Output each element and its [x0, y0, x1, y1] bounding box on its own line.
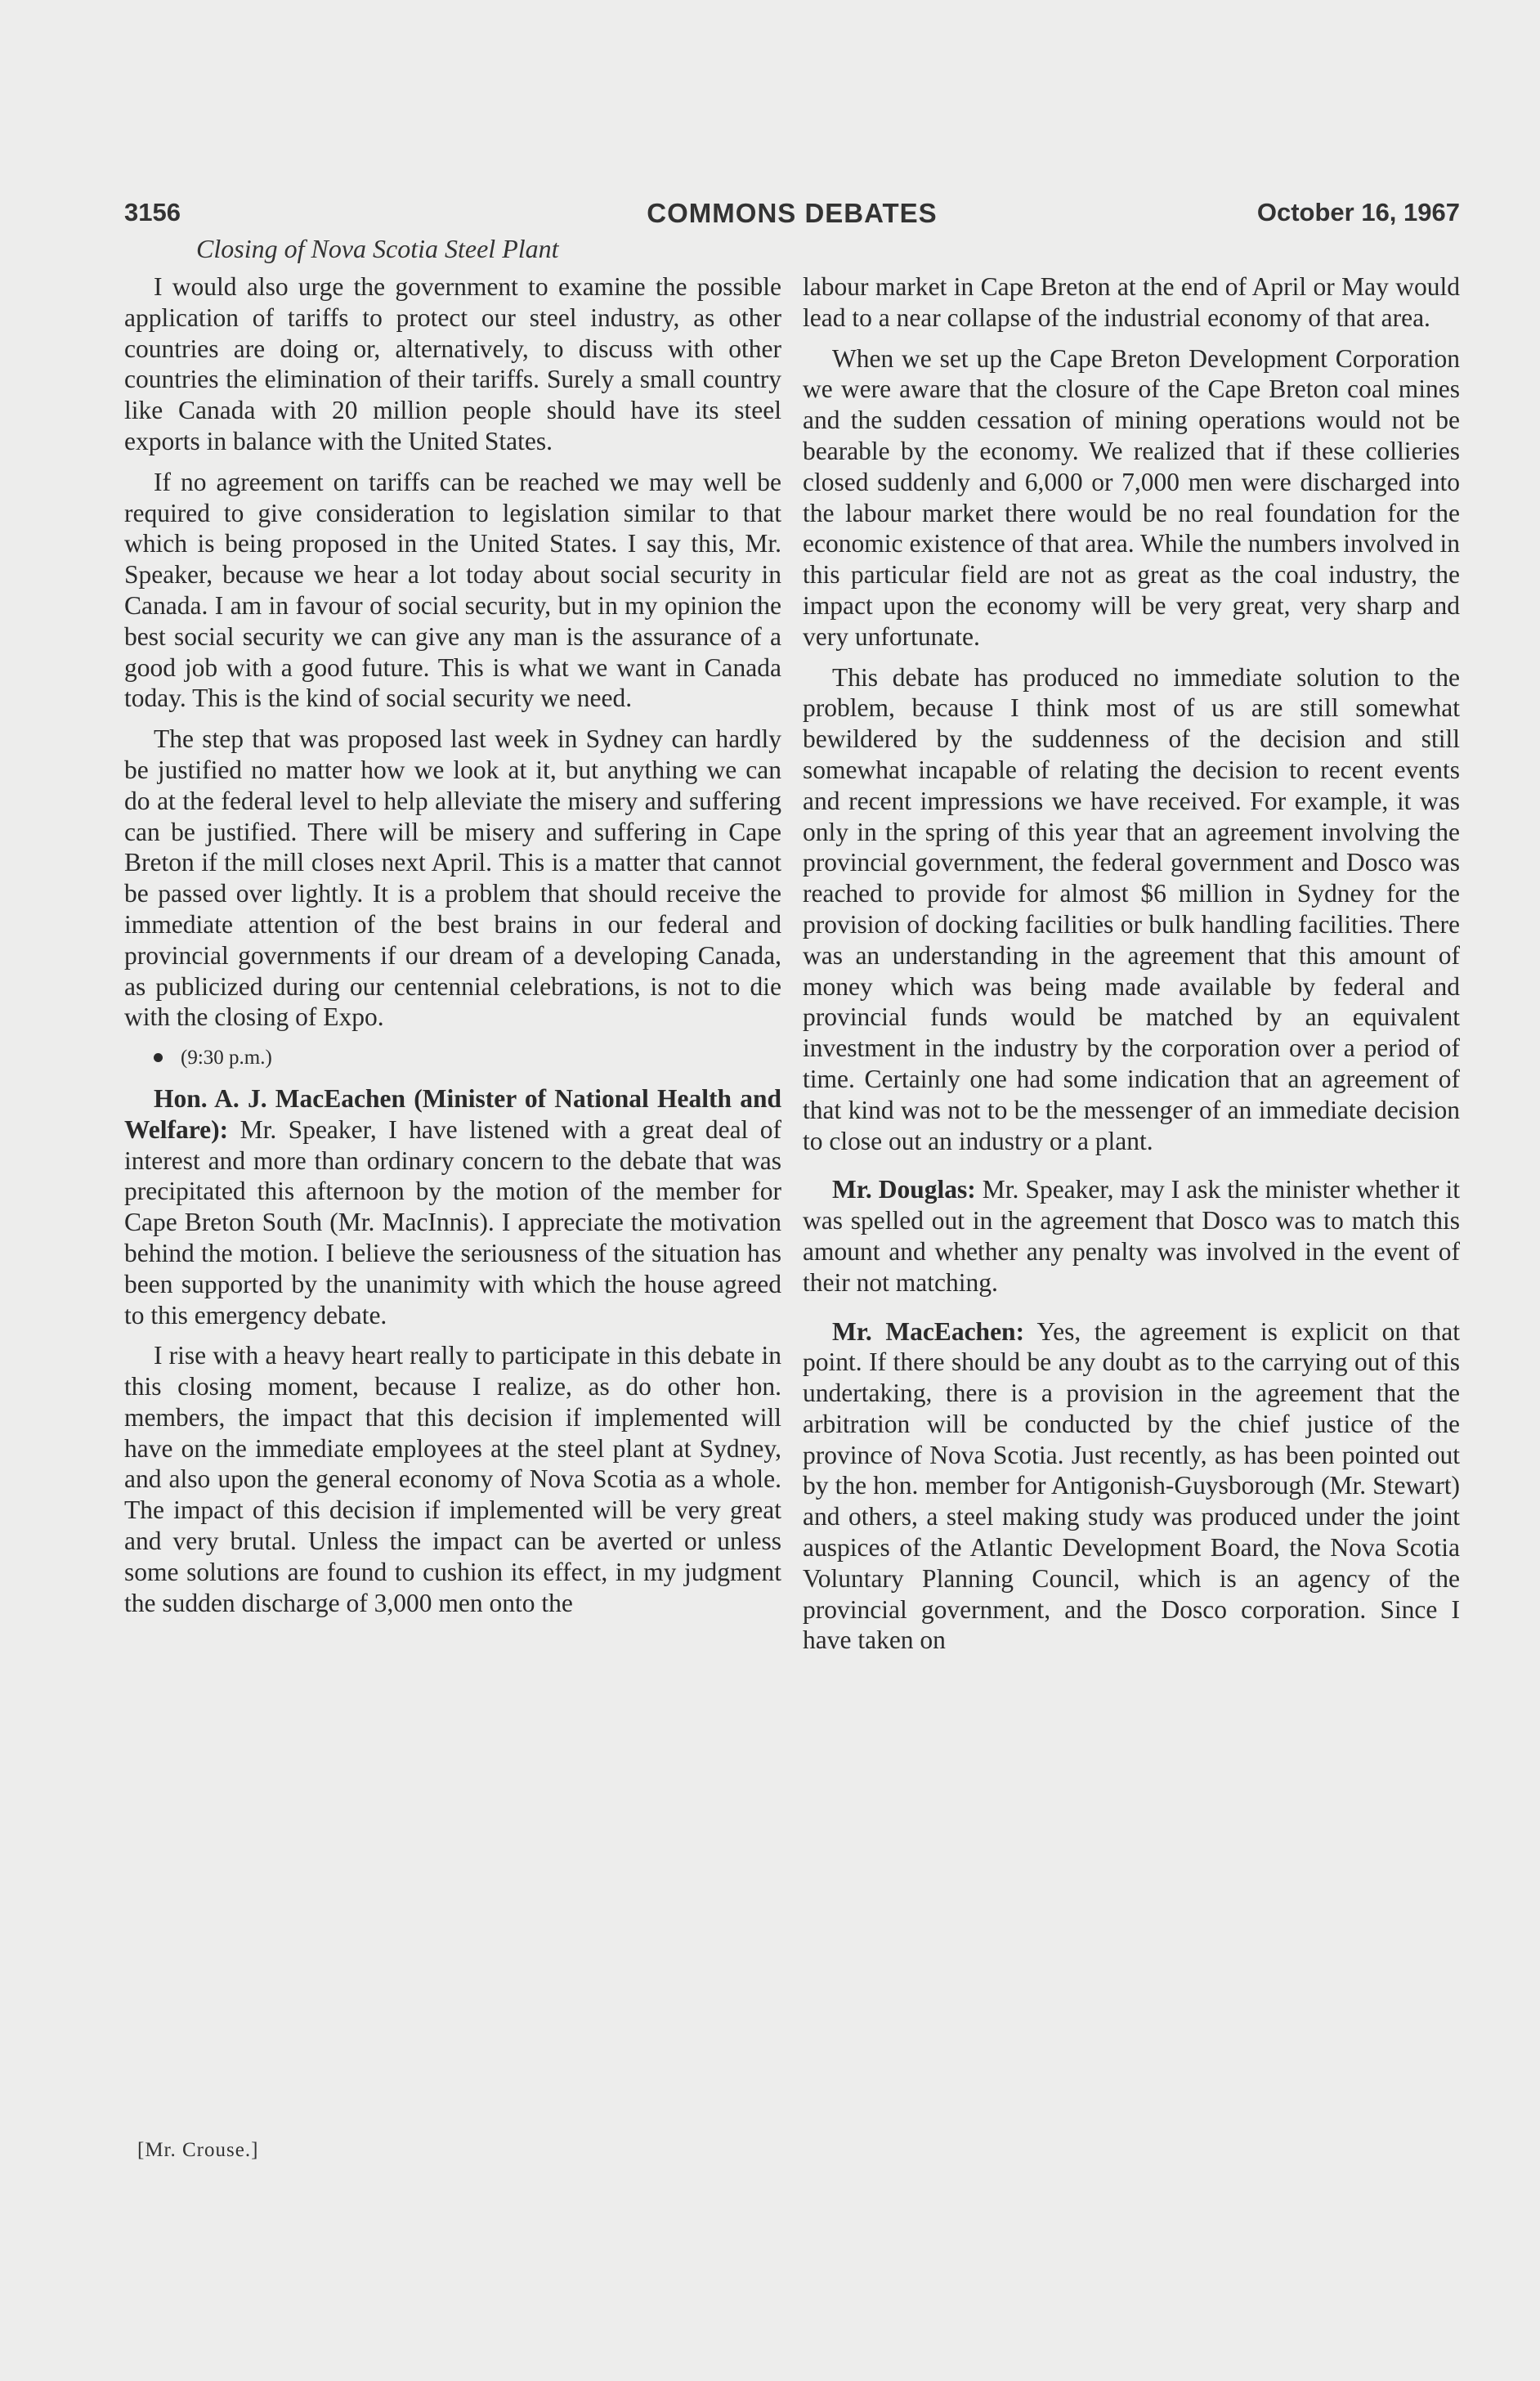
paragraph: I rise with a heavy heart really to participate in this debate in this closing moment, because I realize, as do other hon. members, the impact that this decision if implemented will have on the immediate employees at the steel plant at Sydney, and also upon the general economy of Nova Scotia as a whole. The impact of this decision if implemented will be very great and very brutal. Unless the impact can be averted or unless some solutions are found to cushion its effect, in my judgment the sudden discharge of 3,000 men onto the	[124, 1341, 781, 1617]
speech-text: Yes, the agreement is explicit on that point. If there should be any doubt as to the carrying out of this undertaking, there is a provision in the agreement that the arbitration will be conducted by the chief justice of the province of Nova Scotia. Just recently, as has been pointed out by the hon. member for Antigonish-Guysborough (Mr. Stewart) and others, a steel making study was produced under the joint auspices of the Atlantic Development Board, the Nova Scotia Voluntary Planning Council, which is an agency of the provincial government, and the Dosco corporation. Since I have taken on	[803, 1316, 1460, 1655]
speech-paragraph	[803, 1174, 1460, 1298]
paragraph: When we set up the Cape Breton Development Corporation we were aware that the closure of the Cape Breton coal mines and the sudden cessation of mining operations would not be bearable by the economy. We realized that if these collieries closed suddenly and 6,000 or 7,000 men were discharged into the labour market there would be no real foundation for the economic existence of that area. While the numbers involved in this particular field are not as great as the coal industry, the impact upon the economy will be very great, very sharp and very unfortunate.	[803, 343, 1460, 651]
paragraph: I would also urge the government to examine the possible application of tariffs to protect our steel industry, as other countries are doing or, alternatively, to discuss with other countries the elimination of their tariffs. Surely a small country like Canada with 20 million people should have its steel exports in balance with the United States.	[124, 272, 781, 455]
left-column	[124, 271, 781, 1628]
paragraph: The step that was proposed last week in Sydney can hardly be justified no matter how we look at it, but anything we can do at the federal level to help alleviate the misery and suffering can be justified. There will be misery and suffering in Cape Breton if the mill closes next April. This is a matter that cannot be passed over lightly. It is a problem that should receive the immediate attention of the best brains in our federal and provincial governments if our dream of a developing Canada, as publicized during our centennial celebrations, is not to die with the closing of Expo.	[124, 724, 781, 1032]
paragraph: This debate has produced no immediate solution to the problem, because I think most of us are still somewhat bewildered by the suddenness of the decision and still somewhat incapable of relating the decision to recent events and recent impressions we have received. For example, it was only in the spring of this year that an agreement involving the provincial government, the federal government and Dosco was reached to provide for almost $6 million in Sydney for the provision of docking facilities or bulk handling facilities. There was an understanding in the agreement that this amount of money which was being made available by federal and provincial funds would be matched by an equivalent investment in the industry by the corporation over a period of time. Certainly one had some indication that an agreement of that kind was not to be the messenger of an immediate decision to close out an industry or a plant.	[803, 662, 1460, 1155]
speech-text: Mr. Speaker, I have listened with a great deal of interest and more than ordinary concern to the debate that was precipitated this afternoon by the motion of the member for Cape Breton South (Mr. MacInnis). I appreciate the motivation behind the motion. I believe the seriousness of the situation has been supported by the unanimity with which the house agreed to this emergency debate.	[124, 1114, 781, 1330]
bullet-icon	[154, 1053, 163, 1062]
speaker-name: Mr. Douglas:	[832, 1175, 976, 1204]
time-stamp	[124, 1043, 781, 1074]
paragraph: If no agreement on tariffs can be reached we may well be required to give consideration to legislation similar to that which is being proposed in the United States. I say this, Mr. Speaker, because we hear a lot today about social security in Canada. I am in favour of social security, but in my opinion the best social security we can give any man is the assurance of a good job with a good future. This is what we want in Canada today. This is the kind of social security we need.	[124, 467, 781, 713]
publication-title: COMMONS DEBATES	[647, 198, 938, 228]
page-number: 3156	[124, 198, 181, 226]
speaker-name: Mr. MacEachen:	[832, 1316, 1025, 1346]
speech-text: Mr. Speaker, may I ask the minister whether it was spelled out in the agreement that Dosco was to match this amount and whether any penalty was involved in the event of their not matching.	[803, 1175, 1461, 1297]
time-stamp-text: (9:30 p.m.)	[181, 1047, 272, 1069]
footer-speaker-note: [Mr. Crouse.]	[137, 2139, 259, 2161]
page-date: October 16, 1967	[1256, 198, 1460, 226]
right-column	[803, 271, 1460, 1666]
page-header	[124, 195, 1460, 235]
speech-paragraph	[803, 1316, 1460, 1657]
running-title: Closing of Nova Scotia Steel Plant	[196, 234, 559, 263]
speech-paragraph	[124, 1083, 781, 1330]
paragraph: labour market in Cape Breton at the end of April or May would lead to a near collapse of the industrial economy of that area.	[803, 272, 1460, 332]
speaker-name: Hon. A. J. MacEachen (Minister of National Health and Welfare):	[124, 1083, 781, 1144]
